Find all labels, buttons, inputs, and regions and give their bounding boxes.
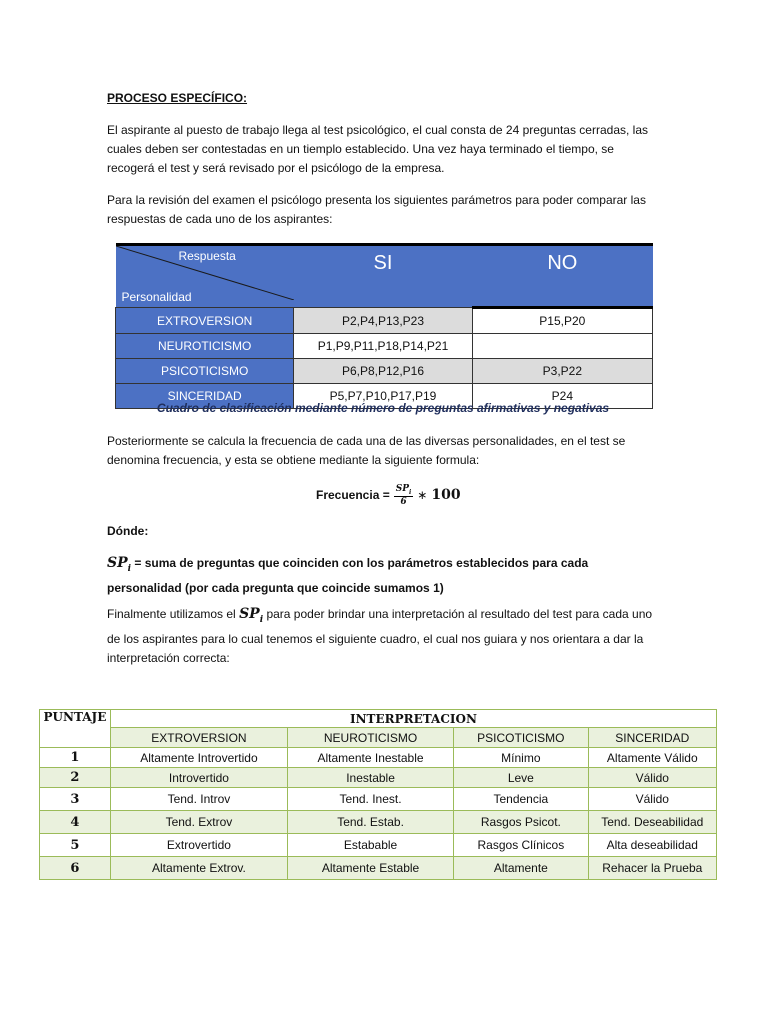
score-cell: 2: [40, 768, 111, 788]
paragraph-frequency: Posteriormente se calcula la frecuencia de cada una de las diversas personalidades, en el test se denomina frecuencia, y esta se obtiene mediante la siguiente formula:: [107, 434, 626, 467]
table-row: [116, 359, 653, 384]
cell-sinceridad: Válido: [588, 768, 716, 788]
table-caption: Cuadro de clasificación mediante número de preguntas afirmativas y negativas: [156, 401, 610, 415]
definition-symbol-text: SP: [107, 555, 128, 571]
paragraph-final: [107, 605, 659, 668]
interpretation-table: [39, 709, 717, 880]
column-header-no: NO: [472, 245, 652, 308]
score-cell: 5: [40, 834, 111, 857]
score-cell: 6: [40, 857, 111, 880]
cell-extroversion: Extrovertido: [110, 834, 287, 857]
cell-si: P6,P8,P12,P16: [294, 359, 472, 384]
row-label: NEUROTICISMO: [116, 334, 294, 359]
header-puntaje: PUNTAJE: [40, 710, 111, 748]
cell-si: P2,P4,P13,P23: [294, 308, 472, 334]
cell-no: P3,P22: [472, 359, 652, 384]
table-row: [116, 308, 653, 334]
paragraph-intro: El aspirante al puesto de trabajo llega al test psicológico, el cual consta de 24 preguntas cerradas, las cuales deben ser contestadas en un tiemplo establecido. Una vez haya terminado el tiempo, se recogerá el test y será revisado por el psicólogo de la empresa.: [107, 123, 648, 175]
cell-neuroticismo: Altamente Inestable: [287, 748, 453, 768]
formula-fraction: [394, 484, 414, 507]
final-symbol-text: SP: [239, 606, 260, 622]
final-text-after: para poder brindar una interpretación al resultado del test para cada uno de los aspirantes para lo cual tenemos el siguiente cuadro, el cual nos guiara y nos orientara a dar la interpretación correcta:: [107, 607, 653, 665]
paragraph-review: Para la revisión del examen el psicólogo presenta los siguientes parámetros para poder comparar las respuestas de cada uno de los aspirantes:: [107, 193, 646, 226]
cell-extroversion: Tend. Introv: [110, 788, 287, 811]
cell-extroversion: Altamente Introvertido: [110, 748, 287, 768]
cell-no: P24: [472, 384, 652, 409]
classification-table: [115, 243, 653, 409]
formula-denominator: 6: [400, 496, 407, 507]
cell-neuroticismo: Tend. Estab.: [287, 811, 453, 834]
cell-sinceridad: Válido: [588, 788, 716, 811]
definition-paragraph: [107, 554, 659, 598]
row-label: EXTROVERSION: [116, 308, 294, 334]
table-row: [40, 748, 717, 768]
cell-psicoticismo: Rasgos Clínicos: [454, 834, 588, 857]
header-interpretacion: INTERPRETACION: [110, 710, 716, 728]
cell-sinceridad: Alta deseabilidad: [588, 834, 716, 857]
column-header-neuroticismo: NEUROTICISMO: [287, 728, 453, 748]
cell-extroversion: Altamente Extrov.: [110, 857, 287, 880]
final-text-before: Finalmente utilizamos el: [107, 607, 240, 621]
formula-numerator-text: SP: [395, 484, 409, 494]
table-corner-header: [116, 245, 294, 308]
corner-label-respuesta: Respuesta: [178, 249, 236, 263]
cell-sinceridad: Rehacer la Prueba: [588, 857, 716, 880]
cell-neuroticismo: Inestable: [287, 768, 453, 788]
column-header-si: SI: [294, 245, 472, 308]
column-header-extroversion: EXTROVERSION: [110, 728, 287, 748]
cell-neuroticismo: Altamente Estable: [287, 857, 453, 880]
corner-label-personalidad: Personalidad: [121, 290, 192, 304]
cell-sinceridad: Tend. Deseabilidad: [588, 811, 716, 834]
formula-numerator-sub: i: [409, 488, 412, 496]
cell-no: [472, 334, 652, 359]
cell-si: P5,P7,P10,P17,P19: [294, 384, 472, 409]
cell-psicoticismo: Tendencia: [454, 788, 588, 811]
table-row: [40, 857, 717, 880]
score-cell: 4: [40, 811, 111, 834]
formula-label: Frecuencia =: [316, 488, 390, 503]
final-symbol: [239, 606, 264, 625]
definition-symbol-sub: i: [127, 563, 132, 574]
formula-factor: 100: [431, 487, 461, 504]
column-header-sinceridad: SINCERIDAD: [588, 728, 716, 748]
cell-no: P15,P20: [472, 308, 652, 334]
score-cell: 3: [40, 788, 111, 811]
cell-sinceridad: Altamente Válido: [588, 748, 716, 768]
frequency-formula: [316, 484, 461, 507]
cell-psicoticismo: Mínimo: [454, 748, 588, 768]
cell-psicoticismo: Leve: [454, 768, 588, 788]
final-symbol-sub: i: [259, 614, 264, 625]
column-header-psicoticismo: PSICOTICISMO: [454, 728, 588, 748]
cell-psicoticismo: Rasgos Psicot.: [454, 811, 588, 834]
definition-symbol: [107, 555, 132, 574]
cell-extroversion: Introvertido: [110, 768, 287, 788]
table-row: [116, 334, 653, 359]
cell-neuroticismo: Tend. Inest.: [287, 788, 453, 811]
formula-times: ∗: [417, 488, 428, 503]
table-row: [40, 811, 717, 834]
donde-label: Dónde:: [107, 524, 149, 538]
cell-extroversion: Tend. Extrov: [110, 811, 287, 834]
table-row: [40, 834, 717, 857]
table-row: [40, 768, 717, 788]
score-cell: 1: [40, 748, 111, 768]
cell-neuroticismo: Estabable: [287, 834, 453, 857]
table-row: [40, 788, 717, 811]
row-label: PSICOTICISMO: [116, 359, 294, 384]
definition-text: = suma de preguntas que coinciden con los parámetros establecidos para cada personalidad (por cada pregunta que coincide sumamos 1): [107, 556, 589, 595]
cell-psicoticismo: Altamente: [454, 857, 588, 880]
formula-numerator: [394, 484, 414, 497]
cell-si: P1,P9,P11,P18,P14,P21: [294, 334, 472, 359]
row-label: SINCERIDAD: [116, 384, 294, 409]
section-heading: PROCESO ESPECÍFICO:: [107, 91, 248, 105]
